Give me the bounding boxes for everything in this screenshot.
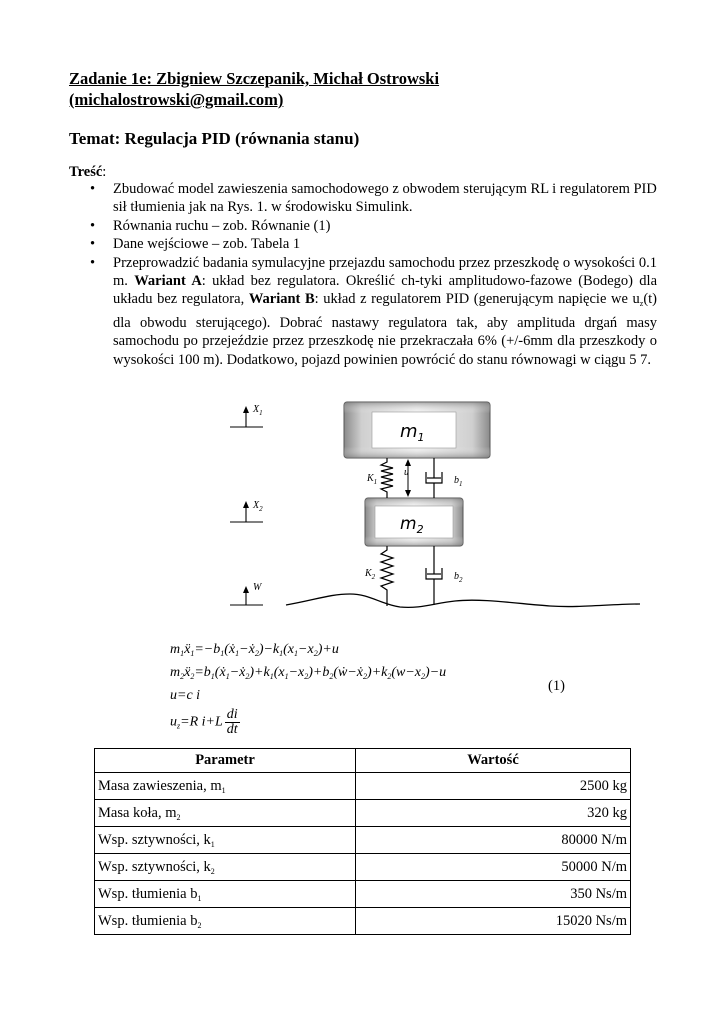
damper-b1 <box>426 458 463 498</box>
param-name: Wsp. tłumienia $b_2$ <box>95 908 356 935</box>
param-name: Masa koła, $m_2$ <box>95 800 356 827</box>
w-marker <box>230 582 263 605</box>
column-header: Wartość <box>356 749 631 773</box>
param-name: Wsp. tłumienia $b_1$ <box>95 881 356 908</box>
equation-line: $u_z=R$ i+L $\frac{di}{dt}$ <box>170 707 238 737</box>
table-row <box>95 854 631 881</box>
svg-text:u: u <box>404 467 409 478</box>
suspension-diagram <box>220 398 660 613</box>
param-value: 350 Ns/m <box>356 881 631 908</box>
topic-title: Temat: Regulacja PID (równania stanu) <box>69 129 360 148</box>
m2-label: $m_2$ <box>400 514 424 536</box>
param-value: 320 kg <box>356 800 631 827</box>
equation-line: u=c i <box>170 688 201 703</box>
param-name: Wsp. sztywności, $k_2$ <box>95 854 356 881</box>
spring-k2 <box>381 546 393 606</box>
x1-marker <box>230 404 263 427</box>
variant-a: Wariant A <box>134 273 202 290</box>
m1-label: $m_1$ <box>400 421 425 444</box>
variant-b: Wariant B <box>248 291 315 308</box>
parameters-table <box>94 748 631 935</box>
actuator-u <box>404 459 411 497</box>
param-name: Wsp. sztywności, $k_1$ <box>95 827 356 854</box>
list-item: • Zbudować model zawieszenia samochodowego z obwodem sterującym RL i regulatorem PID sił tłumienia jak na Rys. 1. w środowisku Simulink. <box>69 180 657 217</box>
svg-text:b2: $b_2$ <box>454 571 463 584</box>
table-header-row <box>95 749 631 773</box>
task-list <box>69 180 657 369</box>
list-item: • Dane wejściowe – zob. Tabela 1 <box>69 235 657 253</box>
damper-b2 <box>426 546 463 605</box>
list-item: • Przeprowadzić badania symulacyjne przejazdu samochodu przez przeszkodę o wysokości 0.1 m. Wariant A: układ bez regulatora. Określić ch-tyki amplitudowo-fazowe (Bodego) dla układu bez regulatora, Wariant B: układ z regulatorem PID (generującym napięcie we $u_z(t)$ dla obwodu sterującego). Dobrać nastawy regulatora tak, aby amplituda drgań masy samochodu po przejeździe przez przeszkodę nie przekraczała 6% (+/-6mm dla przeszkody o wysokości 100 m). Dodatkowo, pojazd powinien powrócić do stanu równowagi w ciągu 5 7. <box>69 254 657 369</box>
svg-text:W: W <box>253 582 262 593</box>
equation-number: (1) <box>548 678 565 694</box>
mass-m2 <box>365 498 463 546</box>
header-authors: Zadanie 1e: Zbigniew Szczepanik, Michał Ostrowski <box>69 69 440 88</box>
x2-marker <box>230 500 263 522</box>
table-row <box>95 908 631 935</box>
equations-of-motion <box>170 640 446 737</box>
road-profile <box>286 594 640 607</box>
table-row <box>95 773 631 800</box>
svg-text:b1: $b_1$ <box>454 475 463 488</box>
k2-label: $K_2$ <box>365 568 376 581</box>
equation-line: $m_2ẍ_2=b_1(ẋ_1-ẋ_2)+k_1(x_1-x_2)+b_2(ẇ-ẋ_2)+k_2(w-x_2)-u$ <box>170 665 447 681</box>
k1-label: $K_1$ <box>367 473 378 486</box>
param-value: 15020 Ns/m <box>356 908 631 935</box>
column-header: Parametr <box>95 749 356 773</box>
param-value: 80000 N/m <box>356 827 631 854</box>
header-email: (michalostrowski@gmail.com) <box>69 90 284 109</box>
param-value: 2500 kg <box>356 773 631 800</box>
svg-text:X2: $X_2$ <box>253 500 263 513</box>
param-value: 50000 N/m <box>356 854 631 881</box>
table-row <box>95 881 631 908</box>
svg-text:X1: $X_1$ <box>253 404 263 417</box>
param-name: Masa zawieszenia, $m_1$ <box>95 773 356 800</box>
spring-k1 <box>381 458 393 498</box>
mass-m1 <box>344 402 490 458</box>
table-row <box>95 800 631 827</box>
list-item: • Równania ruchu – zob. Równanie (1) <box>69 217 657 235</box>
table-row <box>95 827 631 854</box>
equation-line: $m_1ẍ_1=-b_1(ẋ_1-ẋ_2)-k_1(x_1-x_2)+u$ <box>170 642 339 658</box>
content-label: Treść: <box>69 164 107 180</box>
